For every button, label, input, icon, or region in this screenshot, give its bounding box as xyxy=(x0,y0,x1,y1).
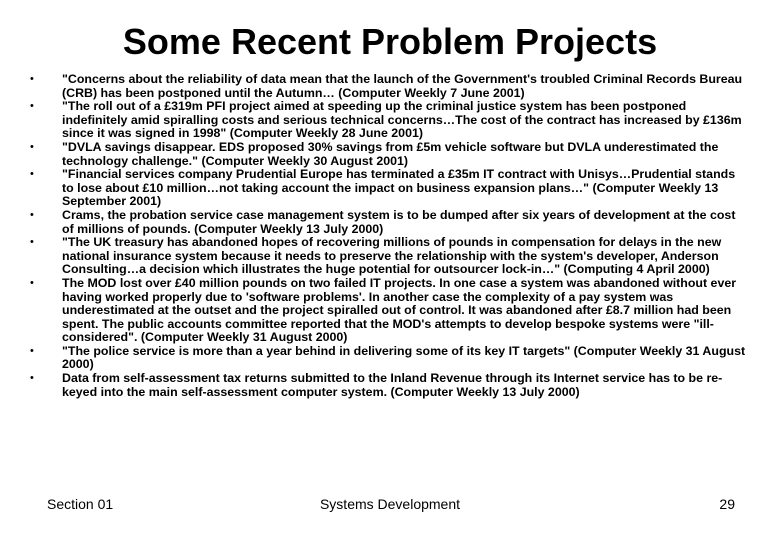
bullet-icon: • xyxy=(30,73,34,85)
bullet-text: "The UK treasury has abandoned hopes of recovering millions of pounds in compensation for delays in the new national insurance system because it needs to preserve the relationship with the system's developer, Anderson Consulting…a decision which illustrates the huge potential for outsourcer lock-in…" (Computing 4 April 2000) xyxy=(62,235,722,277)
bullet-text: Data from self-assessment tax returns submitted to the Inland Revenue through its Internet service has to be re-keyed into the main self-assessment computer system. (Computer Weekly 13 July 2000) xyxy=(62,371,723,399)
bullet-icon: • xyxy=(30,344,34,357)
footer-course-title: Systems Development xyxy=(319,496,461,512)
list-item xyxy=(30,100,750,141)
bullet-text: The MOD lost over £40 million pounds on two failed IT projects. In one case a system was abandoned without ever having worked properly due to 'software problems'. In another case the complexity of a pay system was underestimated at the outset and the project spiralled out of control. It was abandoned after £8.7 million had been spent. The public accounts committee reported that the MOD's attempts to develop bespoke systems were "ill-considered". (Computer Weekly 31 August 2000) xyxy=(62,275,737,345)
bullet-list xyxy=(30,73,750,399)
bullet-text: "The police service is more than a year behind in delivering some of its key IT targets" (Computer Weekly 31 August 2000) xyxy=(62,343,746,372)
bullet-icon: • xyxy=(30,140,34,153)
bullet-text: "DVLA savings disappear. EDS proposed 30% savings from £5m vehicle software but DVLA underestimated the technology challenge." (Computer Weekly 30 August 2001) xyxy=(62,139,719,168)
list-item xyxy=(30,168,750,209)
list-item xyxy=(30,236,750,277)
list-item xyxy=(30,372,750,399)
bullet-icon: • xyxy=(30,208,34,221)
footer-page-number: 29 xyxy=(719,496,735,512)
bullet-icon: • xyxy=(30,100,34,113)
bullet-icon: • xyxy=(30,372,34,385)
slide-title: Some Recent Problem Projects xyxy=(122,21,658,62)
list-item xyxy=(30,277,750,345)
footer-section-label: Section 01 xyxy=(47,496,114,512)
bullet-icon: • xyxy=(30,168,34,181)
bullet-text: Crams, the probation service case management system is to be dumped after six years of development at the cost of millions of pounds. (Computer Weekly 13 July 2000) xyxy=(62,207,736,236)
bullet-text: "The roll out of a £319m PFI project aimed at speeding up the criminal justice system has been postponed indefinitely amid spiralling costs and serious technical concerns…The cost of the contract has increased by £136m since it was signed in 1998" (Computer Weekly 28 June 2001) xyxy=(62,99,742,141)
bullet-text: "Concerns about the reliability of data mean that the launch of the Government's troubled Criminal Records Bureau (CRB) has been postponed until the Autumn… (Computer Weekly 7 June 2001) xyxy=(62,72,743,100)
bullet-icon: • xyxy=(30,276,34,289)
list-item xyxy=(30,141,750,168)
bullet-text: "Financial services company Prudential Europe has terminated a £35m IT contract with Unisys…Prudential stands to lose about £10 million…not taking account the impact on business expansion plans…" (Computer Weekly 13 September 2001) xyxy=(62,167,736,209)
bullet-icon: • xyxy=(30,236,34,249)
list-item xyxy=(30,345,750,372)
list-item xyxy=(30,73,750,100)
list-item xyxy=(30,209,750,236)
